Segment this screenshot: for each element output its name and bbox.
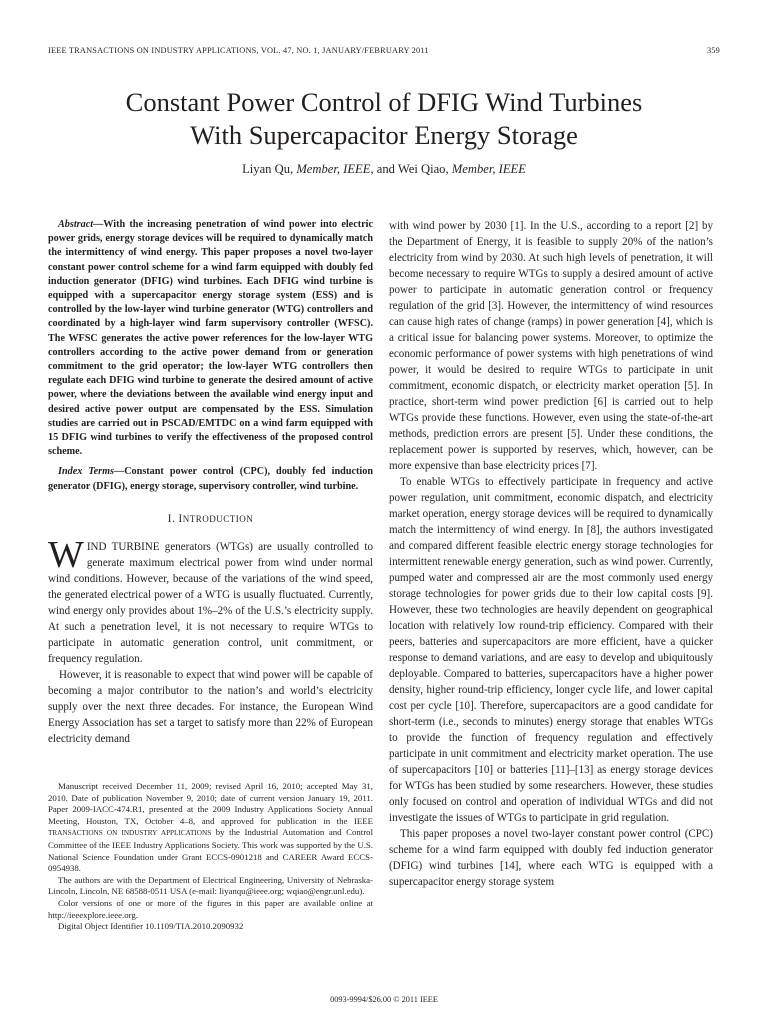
footnote-manuscript-part1: Manuscript received December 11, 2009; revised April 16, 2010; accepted May 31, 2010. Date of publication November 9, 2010; date of current version January 19, 2011. Paper 2009-IACC-474.R1, presented at the 2009 Industry Applications Society Annual Meeting, Houston, TX, October 4–8, and approved for publication in the IEEE xyxy=(48,781,373,826)
right-paragraph-3: This paper proposes a novel two-layer constant power control (CPC) scheme for a wind farm equipped with doubly fed induction generator (DFIG) wind turbines [14], where each WTG is equipped with a supercapacitor energy storage system xyxy=(389,828,713,888)
left-column xyxy=(48,218,373,747)
author-2-membership: Member, IEEE xyxy=(451,162,526,176)
author-2: Wei Qiao, xyxy=(397,162,449,176)
section-heading-introduction xyxy=(48,511,373,527)
footnote-color-versions: Color versions of one or more of the figures in this paper are available online at http://ieeexplore.ieee.org. xyxy=(48,897,373,920)
section-initial: I xyxy=(178,512,183,525)
section-title-rest: NTRODUCTION xyxy=(182,513,254,524)
intro-paragraph-1-text: IND TURBINE generators (WTGs) are usually controlled to generate maximum electrical power from wind under normal wind conditions. However, because of the variations of the wind speed, the generated electrical power of a WTG is usually fluctuated. Currently, wind energy only provides about 1%–2% of the U.S.’s electricity supply. At such a penetration level, it is not necessary to require WTGs to participate in automatic generation control, unit commitment, or frequency regulation. xyxy=(48,540,373,665)
footnote-doi: Digital Object Identifier 10.1109/TIA.2010.2090932 xyxy=(58,921,244,932)
author-1: Liyan Qu, xyxy=(242,162,294,176)
footnotes xyxy=(48,781,373,933)
author-conjunction: and xyxy=(376,162,395,176)
abstract-text: With the increasing penetration of wind power into electric power grids, energy storage devices will be required to dynamically match the intermittency of wind energy. This paper proposes a novel two-layer constant power control scheme for a wind farm equipped with doubly fed induction generator (DFIG) wind turbines. Each DFIG wind turbine is equipped with a supercapacitor energy storage system (ESS) and is controlled by the low-layer wind turbine generator (WTG) controllers and coordinated by a high-layer wind farm supervisory controller (WFSC). The WFSC generates the active power references for the low-layer WTG controllers according to the active power demand from or generation commitment to the grid operator; the low-layer WTG controllers then regulate each DFIG wind turbine to generate the desired amount of active power, where the deviations between the available wind energy input and desired active power output are compensated by the ESS. Simulation studies are carried out in PSCAD/EMTDC on a wind farm equipped with 15 DFIG wind turbines to verify the effectiveness of the proposed control scheme. xyxy=(48,219,373,458)
title-line-2: With Supercapacitor Energy Storage xyxy=(190,120,578,150)
intro-paragraph-2: However, it is reasonable to expect that wind power will be capable of becoming a major contributor to the nation’s and world’s electricity supply over the next three decades. For instance, the European Wind Energy Association has set a target to satisfy more than 22% of European electricity demand xyxy=(48,668,373,745)
section-numeral: I. xyxy=(167,512,176,525)
index-terms xyxy=(48,465,373,493)
paper-title xyxy=(20,86,748,152)
title-line-1: Constant Power Control of DFIG Wind Turbines xyxy=(125,87,643,117)
page-number: 359 xyxy=(706,46,720,55)
footnote-manuscript-part2: by the Industrial Automation and Control Committee of the IEEE Industry Applications Society. This work was supported by the U.S. National Science Foundation under Grant ECCS-0901218 and CAREER Award ECCS-0954938. xyxy=(48,827,374,874)
journal-small-caps: TRANSACTIONS ON INDUSTRY APPLICATIONS xyxy=(48,829,212,838)
footnote-affiliation: The authors are with the Department of Electrical Engineering, University of Nebraska-Lincoln, Lincoln, NE 68588-0511 USA (e-mail: liyanqu@ieee.org; wqiao@engr.unl.edu). xyxy=(48,874,373,897)
drop-cap: W xyxy=(48,533,84,576)
abstract xyxy=(48,218,373,459)
intro-paragraph-1 xyxy=(48,533,373,667)
index-terms-label: Index Terms— xyxy=(58,466,125,478)
journal-info: IEEE TRANSACTIONS ON INDUSTRY APPLICATIONS, VOL. 47, NO. 1, JANUARY/FEBRUARY 2011 xyxy=(48,46,429,55)
copyright-footer: 0093-9994/$26.00 © 2011 IEEE xyxy=(330,995,438,1004)
right-paragraph-2: To enable WTGs to effectively participate in frequency and active power regulation, unit commitment, economic dispatch, and electricity market operation, energy storage devices will be required to dynamically match the intermittency of wind energy. In [8], the authors investigated and compared different feasible electric energy storage technologies for intermittent renewable energy generation, such as wind power. Currently, pumped water and compressed air are the most commonly used energy storage technologies for power grids due to their low capital costs [9]. However, these two technologies are heavily dependent on geographical location with relatively low round-trip efficiency. Compared with their peers, batteries and supercapacitors are more efficient, have a quicker response to demand variations, and are easy to develop and ubiquitously deployable. Compared to batteries, supercapacitors have a higher power density, higher round-trip efficiency, longer cycle life, and lower capital cost per cycle [10]. Therefore, supercapacitors are a good candidate for short-term (i.e., seconds to minutes) energy storage that enables WTGs to provide the function of frequency regulation and effectively participate in unit commitment and electricity market operation. The use of supercapacitors [10] or batteries [11]–[13] as energy storage devices for WTGs has been studied by some researchers. However, these studies only focused on control and operation of individual WTGs and did not investigate the issues of WTGs to participate in grid regulation. xyxy=(389,476,713,824)
right-paragraph-1: with wind power by 2030 [1]. In the U.S., according to a report [2] by the Department of Energy, it is feasible to supply 20% of the nation’s electricity from wind by 2030. At such high levels of penetration, it will become necessary to require WTGs to supply a desired amount of active power to participate in automatic generation control or frequency regulation of the grid [3]. However, the intermittency of wind resources can cause high rates of change (ramps) in power generation [4], which is a critical issue for balancing power systems. Moreover, to optimize the economic performance of power systems with high penetrations of wind power, it would be desired to require WTGs to participate in unit commitment, economic dispatch, or electricity market operation [5]. In practice, short-term wind power prediction [6] is carried out to help WTGs provide these functions. However, even using the state-of-the-art methods, prediction errors are present [5]. Under these conditions, the replacement power is supported by reserves, which, however, can be more expensive than base electricity prices [7]. xyxy=(389,220,713,472)
abstract-label: Abstract— xyxy=(58,219,104,230)
running-header xyxy=(48,46,720,55)
index-terms-text: Constant power control (CPC), doubly fed induction generator (DFIG), energy storage, supervisory controller, wind turbine. xyxy=(48,466,373,492)
right-column xyxy=(389,218,713,890)
author-1-membership: Member, IEEE, xyxy=(296,162,374,176)
author-line xyxy=(20,162,748,177)
footnote-manuscript xyxy=(48,781,373,875)
